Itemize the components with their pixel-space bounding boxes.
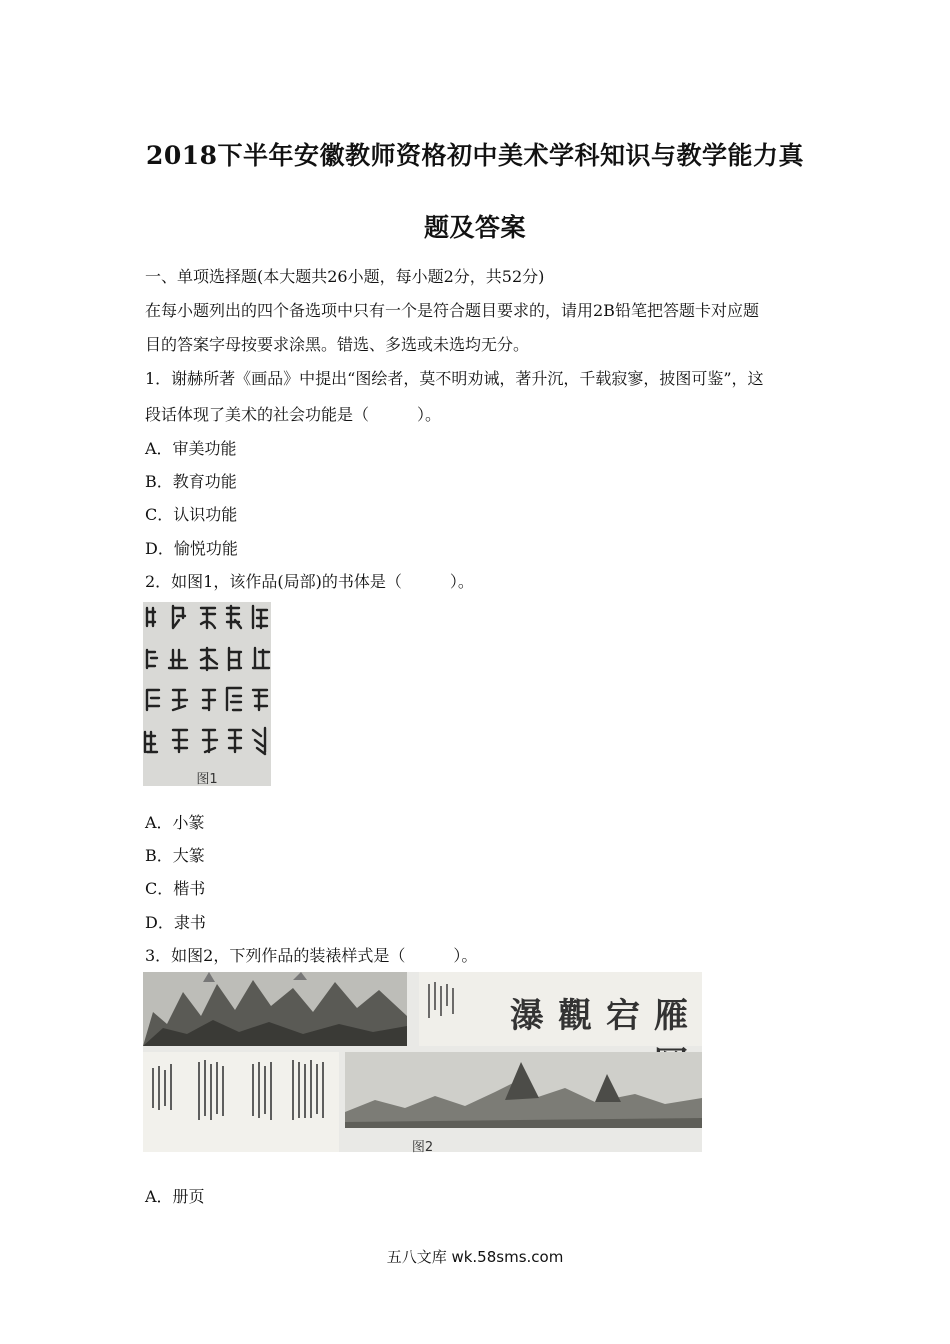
question-1-stem-line-1: 1．谢赫所著《画品》中提出“图绘者，莫不明劝诫，著升沉，千载寂寥，披图可鉴”，这 xyxy=(145,369,764,388)
figure-1-calligraphy-drawing xyxy=(143,602,271,786)
section-heading: 一、单项选择题(本大题共26小题，每小题2分，共52分) xyxy=(145,267,545,286)
question-1-stem-line-2: 段话体现了美术的社会功能是（ ）。 xyxy=(145,405,442,424)
figure-2-landscape-panel-top xyxy=(143,972,407,1046)
figure-2-landscape-drawing-bottom xyxy=(345,1052,702,1128)
figure-2-inscription-seal xyxy=(425,980,459,1026)
page-footer: 五八文库 wk.58sms.com xyxy=(386,1248,564,1266)
figure-2-landscape-drawing-top xyxy=(143,972,407,1046)
question-2-option-c: C．楷书 xyxy=(145,879,206,898)
figure-2-colophon-drawing xyxy=(143,1052,339,1132)
question-1-option-d: D．愉悦功能 xyxy=(145,539,238,558)
instructions-line-2: 目的答案字母按要求涂黑。错选、多选或未选均无分。 xyxy=(145,335,530,354)
figure-2-landscape-panel-bottom xyxy=(345,1052,702,1128)
figure-2-title-panel xyxy=(419,972,702,1046)
figure-2-caption: 图2 xyxy=(411,1140,434,1155)
figure-2-title-characters: 雁宕觀瀑 xyxy=(510,996,702,1036)
document-title-line-2: 题及答案 xyxy=(423,213,526,242)
question-2-option-d: D．隶书 xyxy=(145,913,206,932)
figure-1-caption: 图1 xyxy=(196,772,218,787)
instructions-line-1: 在每小题列出的四个备选项中只有一个是符合题目要求的，请用2B铅笔把答题卡对应题 xyxy=(145,301,759,320)
figure-2-handscroll-image xyxy=(143,972,702,1155)
question-1-option-a: A．审美功能 xyxy=(145,439,237,458)
question-1-option-b: B．教育功能 xyxy=(145,472,237,491)
figure-1-calligraphy-image xyxy=(143,602,271,786)
question-2-option-a: A．小篆 xyxy=(145,813,205,832)
document-title-line-1: 2018下半年安徽教师资格初中美术学科知识与教学能力真 xyxy=(145,141,805,170)
question-2-option-b: B．大篆 xyxy=(145,846,205,865)
question-3-stem: 3．如图2，下列作品的装裱样式是（ ）。 xyxy=(145,946,478,965)
question-2-stem: 2．如图1，该作品(局部)的书体是（ ）。 xyxy=(145,572,474,591)
question-3-option-a: A．册页 xyxy=(145,1187,205,1206)
question-1-option-c: C．认识功能 xyxy=(145,505,238,524)
